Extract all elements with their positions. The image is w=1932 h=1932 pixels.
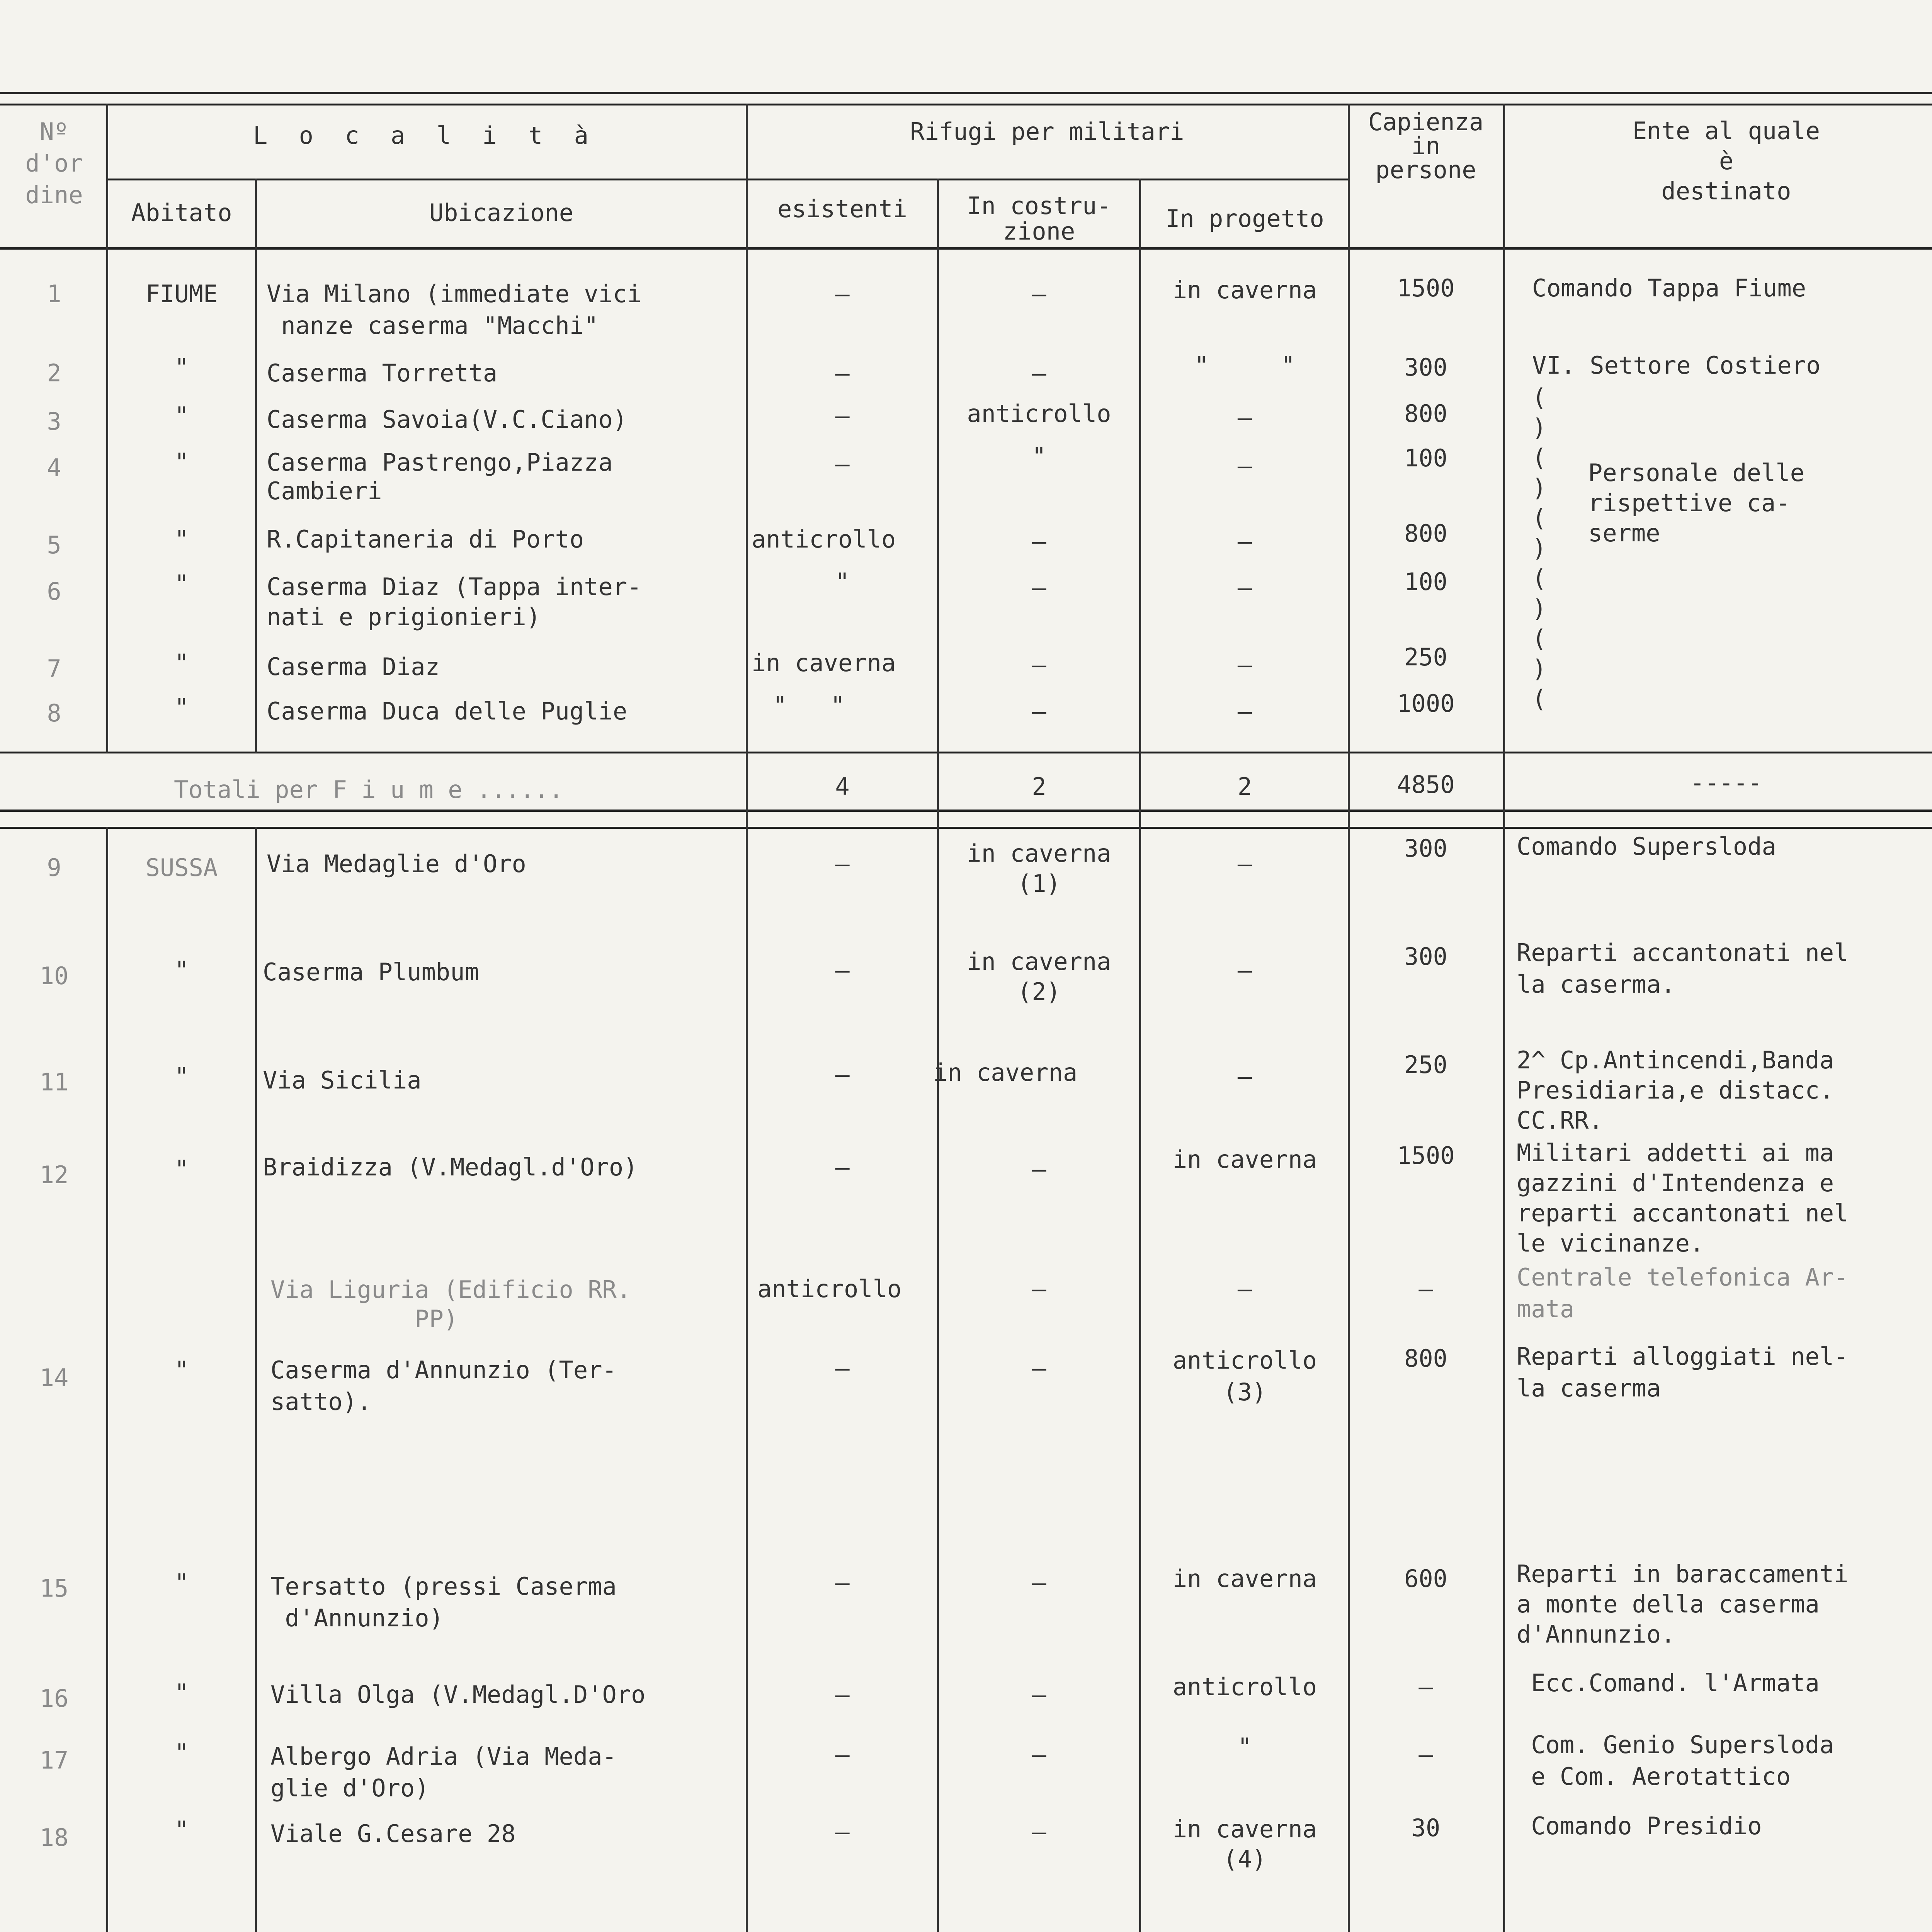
header-n-ordine: Nº d'or dine — [25, 117, 83, 209]
row-7-progetto: – — [1237, 651, 1252, 679]
top-rule — [0, 92, 1932, 94]
row-10-progetto: – — [1237, 956, 1252, 984]
row-10-ubicazione: Caserma Plumbum — [263, 958, 479, 986]
row-14-progetto: anticrollo (3) — [1172, 1346, 1317, 1406]
row-17-esistenti: – — [835, 1740, 850, 1769]
row-1-abitato: FIUME — [145, 280, 218, 308]
row-9-capienza: 300 — [1404, 834, 1447, 862]
header-abitato: Abitato — [131, 199, 232, 227]
row-16-esistenti: – — [835, 1680, 850, 1709]
row-2-ubicazione: Caserma Torretta — [267, 359, 498, 387]
header-ubicazione: Ubicazione — [429, 199, 574, 227]
row-4-costruzione: " — [1032, 442, 1046, 470]
row-9-ente: Comando Supersloda — [1517, 832, 1776, 861]
row-8-ubicazione: Caserma Duca delle Puglie — [267, 697, 628, 725]
row-5-n: 5 — [47, 531, 61, 559]
row-16-costruzione: – — [1032, 1680, 1046, 1709]
row-15-progetto: in caverna — [1172, 1565, 1317, 1593]
row-10-ente: Reparti accantonati nel la caserma. — [1517, 939, 1849, 998]
total-fiume-label: Totali per F i u m e ...... — [174, 776, 563, 804]
row-11-abitato: " — [174, 1062, 189, 1090]
row-5-esistenti: anticrollo — [752, 525, 896, 553]
fiume-total-bottom-rule-2 — [0, 827, 1932, 829]
row-6-n: 6 — [47, 577, 61, 605]
row-12-capienza: 1500 — [1397, 1141, 1455, 1170]
row-5-ubicazione: R.Capitaneria di Porto — [267, 525, 584, 553]
row-12-ubicazione: Braidizza (V.Medagl.d'Oro) — [263, 1153, 638, 1181]
row-3-abitato: " — [174, 401, 189, 430]
header-in-progetto: In progetto — [1165, 204, 1324, 233]
row-3-ubicazione: Caserma Savoia(V.C.Ciano) — [267, 405, 628, 434]
row-11-capienza: 250 — [1404, 1051, 1447, 1079]
row-14-capienza: 800 — [1404, 1344, 1447, 1372]
row-11-ente: 2^ Cp.Antincendi,Banda Presidiaria,e distacc. CC.RR. — [1517, 1046, 1834, 1134]
row-15-n: 15 — [39, 1574, 69, 1602]
row-7-capienza: 250 — [1404, 643, 1447, 671]
row-17-progetto: " — [1237, 1733, 1252, 1761]
row-17-ente: Com. Genio Supersloda e Com. Aerotattico — [1531, 1731, 1834, 1791]
row-18-ente: Comando Presidio — [1517, 1812, 1762, 1840]
row-14-esistenti: – — [835, 1354, 850, 1382]
row-10-abitato: " — [174, 956, 189, 984]
row-2-capienza: 300 — [1404, 353, 1447, 381]
total-fiume-costruzione: 2 — [1032, 772, 1046, 801]
fiume-total-top-rule — [0, 752, 1932, 753]
row-16-ubicazione: Villa Olga (V.Medagl.D'Oro — [270, 1680, 646, 1709]
row-5-abitato: " — [174, 525, 189, 553]
row-9-abitato: SUSSA — [145, 854, 218, 882]
row-11-progetto: – — [1237, 1062, 1252, 1090]
header-sub-rule — [107, 179, 1348, 180]
row-4-abitato: " — [174, 448, 189, 476]
row-2-costruzione: – — [1032, 359, 1046, 387]
row-1-ente: Comando Tappa Fiume — [1532, 274, 1806, 302]
row-7-ubicazione: Caserma Diaz — [267, 653, 440, 681]
row-8-n: 8 — [47, 699, 61, 727]
row-2-ente: VI. Settore Costiero — [1532, 351, 1821, 379]
row-4-progetto: – — [1237, 452, 1252, 480]
row-16-progetto: anticrollo — [1172, 1673, 1317, 1701]
row-16-n: 16 — [39, 1684, 69, 1713]
row-10-n: 10 — [39, 962, 69, 990]
row-17-n: 17 — [39, 1746, 69, 1774]
row-15-abitato: " — [174, 1568, 189, 1597]
row-14-ubicazione: Caserma d'Annunzio (Ter- satto). — [270, 1356, 617, 1416]
row-10-esistenti: – — [835, 956, 850, 984]
row-15-costruzione: – — [1032, 1568, 1046, 1597]
row-7-costruzione: – — [1032, 651, 1046, 679]
row-8-costruzione: – — [1032, 697, 1046, 725]
row-16-abitato: " — [174, 1679, 189, 1707]
row-11-ubicazione: Via Sicilia — [263, 1066, 422, 1094]
header-localita: L o c a l i t à — [253, 121, 597, 150]
header-ente: Ente al quale è destinato — [1632, 117, 1820, 205]
row-7-esistenti: in caverna — [752, 649, 896, 677]
row-4-n: 4 — [47, 454, 61, 482]
ente-group-personale: Personale delle rispettive ca- serme — [1588, 459, 1804, 547]
row-10-costruzione: in caverna (2) — [967, 947, 1111, 1006]
row-7-abitato: " — [174, 649, 189, 677]
row-12-costruzione: – — [1032, 1155, 1046, 1183]
row-18-n: 18 — [39, 1823, 69, 1852]
row-1-ubicazione: Via Milano (immediate vici nanze caserma "Macchi" — [267, 280, 642, 340]
fiume-total-bottom-rule — [0, 810, 1932, 812]
row-18-esistenti: – — [835, 1818, 850, 1846]
row-1-costruzione: – — [1032, 280, 1046, 308]
row-16-ente: Ecc.Comand. l'Armata — [1517, 1669, 1820, 1697]
col-line-2b — [255, 827, 257, 1932]
row-10-capienza: 300 — [1404, 942, 1447, 971]
row-3-progetto: – — [1237, 403, 1252, 432]
row-15-capienza: 600 — [1404, 1565, 1447, 1593]
row-18-capienza: 30 — [1411, 1814, 1440, 1842]
header-in-costruzione: In costru- zione — [967, 192, 1111, 245]
row-14-costruzione: – — [1032, 1354, 1046, 1382]
row-1-progetto: in caverna — [1172, 276, 1317, 304]
row-12-abitato: " — [174, 1155, 189, 1183]
row-6-capienza: 100 — [1404, 568, 1447, 596]
header-rifugi: Rifugi per militari — [910, 117, 1184, 146]
row-15-esistenti: – — [835, 1568, 850, 1597]
row-18-costruzione: – — [1032, 1818, 1046, 1846]
row-6-ubicazione: Caserma Diaz (Tappa inter- nati e prigionieri) — [267, 573, 642, 631]
row-14-n: 14 — [39, 1364, 69, 1392]
total-fiume-capienza: 4850 — [1397, 770, 1455, 799]
row-11-esistenti: – — [835, 1060, 850, 1088]
row-13-costruzione: – — [1032, 1275, 1046, 1303]
row-7-n: 7 — [47, 655, 61, 683]
top-rule-2 — [0, 104, 1932, 105]
row-2-progetto: " " — [1194, 351, 1296, 379]
ente-group-parens: ( ) ( ) ( ) ( ) ( ) ( — [1532, 383, 1547, 713]
row-12-ente: Militari addetti ai ma gazzini d'Intendenza e reparti accantonati nel le vicinanze. — [1517, 1139, 1849, 1257]
row-2-esistenti: – — [835, 359, 850, 387]
row-1-n: 1 — [47, 280, 61, 308]
row-13-ubicazione: Via Liguria (Edificio RR. PP) — [270, 1276, 631, 1333]
row-8-esistenti: " " — [773, 691, 845, 719]
header-esistenti: esistenti — [777, 195, 907, 223]
row-11-costruzione: in caverna — [933, 1058, 1078, 1087]
row-9-progetto: – — [1237, 850, 1252, 878]
row-12-esistenti: – — [835, 1153, 850, 1181]
row-17-capienza: – — [1418, 1740, 1433, 1769]
row-4-capienza: 100 — [1404, 444, 1447, 472]
row-2-abitato: " — [174, 353, 189, 381]
row-4-ubicazione: Caserma Pastrengo,Piazza Cambieri — [267, 448, 613, 505]
row-8-capienza: 1000 — [1397, 689, 1455, 718]
row-6-esistenti: " — [835, 568, 850, 596]
row-1-esistenti: – — [835, 280, 850, 308]
row-3-capienza: 800 — [1404, 400, 1447, 428]
row-16-capienza: – — [1418, 1673, 1433, 1701]
col-line-5 — [1139, 179, 1141, 1932]
row-18-abitato: " — [174, 1816, 189, 1844]
row-8-abitato: " — [174, 693, 189, 721]
row-15-ubicazione: Tersatto (pressi Caserma d'Annunzio) — [270, 1572, 617, 1632]
row-11-n: 11 — [39, 1068, 69, 1096]
row-8-progetto: – — [1237, 697, 1252, 725]
header-bottom-rule — [0, 247, 1932, 250]
row-17-costruzione: – — [1032, 1740, 1046, 1769]
total-fiume-esistenti: 4 — [835, 772, 850, 801]
row-5-costruzione: – — [1032, 527, 1046, 555]
row-17-abitato: " — [174, 1738, 189, 1767]
row-13-ente: Centrale telefonica Ar- mata — [1517, 1263, 1849, 1323]
row-12-n: 12 — [39, 1161, 69, 1189]
row-5-progetto: – — [1237, 527, 1252, 555]
row-6-abitato: " — [174, 570, 189, 598]
row-6-progetto: – — [1237, 573, 1252, 602]
row-9-ubicazione: Via Medaglie d'Oro — [267, 850, 526, 878]
total-fiume-progetto: 2 — [1237, 772, 1252, 801]
row-13-progetto: – — [1237, 1275, 1252, 1303]
row-3-esistenti: – — [835, 401, 850, 430]
row-14-abitato: " — [174, 1356, 189, 1384]
row-15-ente: Reparti in baraccamenti a monte della caserma d'Annunzio. — [1517, 1560, 1849, 1648]
row-13-capienza: – — [1418, 1275, 1433, 1303]
row-2-n: 2 — [47, 359, 61, 387]
row-9-n: 9 — [47, 854, 61, 882]
row-18-progetto: in caverna (4) — [1172, 1815, 1317, 1873]
row-12-progetto: in caverna — [1172, 1145, 1317, 1173]
row-1-capienza: 1500 — [1397, 274, 1455, 302]
row-9-esistenti: – — [835, 850, 850, 878]
row-5-capienza: 800 — [1404, 519, 1447, 548]
row-9-costruzione: in caverna (1) — [967, 839, 1111, 898]
row-14-ente: Reparti alloggiati nel- la caserma — [1517, 1342, 1849, 1402]
col-line-2 — [255, 179, 257, 753]
row-17-ubicazione: Albergo Adria (Via Meda- glie d'Oro) — [270, 1742, 617, 1802]
row-6-costruzione: – — [1032, 573, 1046, 602]
row-4-esistenti: – — [835, 450, 850, 478]
header-capienza: Capienza in persone — [1368, 108, 1484, 184]
row-3-n: 3 — [47, 407, 61, 435]
row-13-esistenti: anticrollo — [757, 1275, 902, 1303]
row-3-costruzione: anticrollo — [967, 400, 1111, 428]
col-line-7 — [1503, 104, 1505, 1932]
total-fiume-ente: ----- — [1690, 769, 1762, 797]
row-18-ubicazione: Viale G.Cesare 28 — [270, 1820, 516, 1848]
